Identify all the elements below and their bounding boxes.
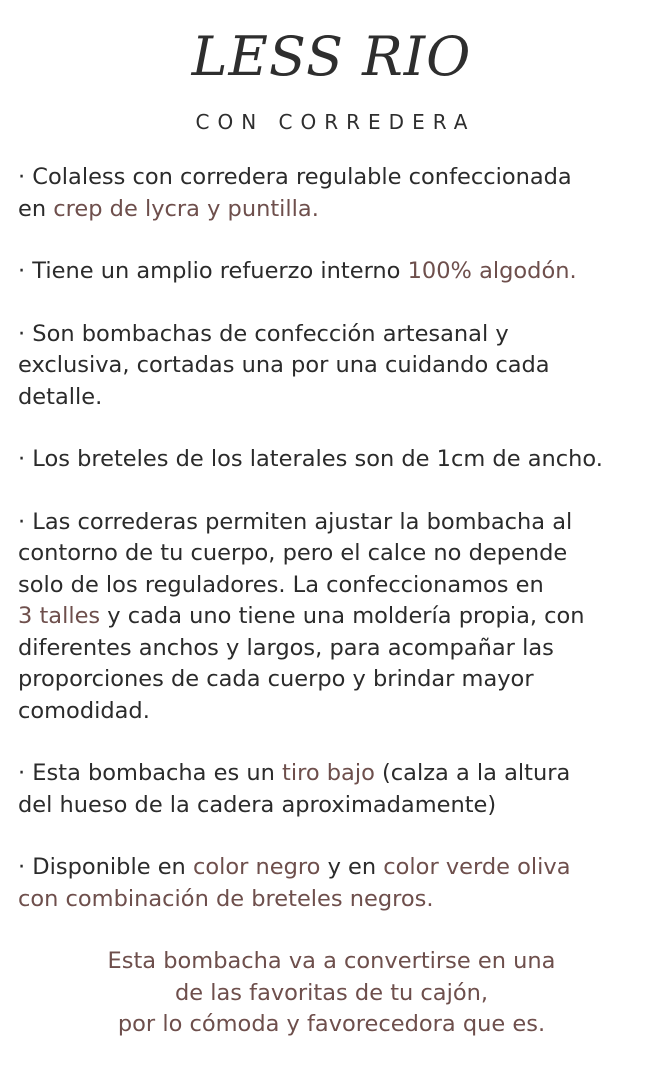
description-line — [18, 696, 658, 728]
description-line — [18, 350, 658, 382]
body-text: comodidad. — [18, 697, 150, 724]
description-line — [18, 852, 658, 884]
description-line — [18, 664, 658, 696]
description-paragraph — [18, 507, 658, 728]
body-text: · Colaless con corredera regulable confeccionada — [18, 164, 572, 190]
description-line — [18, 194, 658, 226]
description-paragraph — [18, 444, 658, 476]
description-paragraph — [18, 758, 658, 821]
body-text: diferentes anchos y largos, para acompañar las — [18, 634, 554, 661]
body-text: (calza a la altura — [374, 760, 571, 786]
closing-line: Esta bombacha va a convertirse en una — [107, 948, 556, 974]
highlighted-text: 3 talles — [18, 603, 101, 629]
closing-line: por lo cómoda y favorecedora que es. — [117, 1011, 546, 1037]
body-text: · Tiene un amplio refuerzo interno — [18, 258, 408, 284]
description-line — [18, 790, 658, 822]
description-paragraph — [18, 852, 658, 915]
highlighted-text: 100% algodón. — [407, 258, 577, 284]
description-line — [18, 162, 658, 194]
description-line — [18, 444, 658, 476]
description-line — [18, 382, 658, 414]
product-title: LESS RIO — [191, 25, 472, 88]
body-text: · Disponible en — [18, 854, 193, 880]
product-subtitle: CON CORREDERA — [195, 110, 476, 134]
highlighted-text: con combinación de breteles negros. — [18, 885, 434, 912]
highlighted-text: color negro — [192, 854, 321, 880]
body-text: en — [18, 195, 54, 222]
closing-note — [0, 946, 663, 1041]
body-text: · Las correderas permiten ajustar la bombacha al — [18, 508, 573, 535]
body-text: del hueso de la cadera aproximadamente) — [18, 791, 497, 818]
body-text: y cada uno tiene una moldería propia, con — [100, 603, 585, 629]
body-text: proporciones de cada cuerpo y brindar mayor — [18, 666, 534, 692]
description-line — [18, 570, 658, 602]
product-header — [0, 22, 663, 134]
body-text: · Son bombachas de confección artesanal y — [18, 320, 509, 347]
description-line — [18, 633, 658, 665]
description-line — [18, 601, 658, 633]
description-line — [18, 507, 658, 539]
body-text: y en — [320, 854, 384, 880]
body-text: exclusiva, cortadas una por una cuidando cada — [18, 352, 550, 378]
body-text: · Los breteles de los laterales son de 1cm de ancho. — [18, 446, 603, 472]
description-line — [18, 319, 658, 351]
body-text: contorno de tu cuerpo, pero el calce no depende — [18, 540, 568, 566]
product-description — [18, 162, 658, 946]
description-paragraph — [18, 162, 658, 225]
closing-line: de las favoritas de tu cajón, — [174, 979, 489, 1006]
highlighted-text: crep de lycra y puntilla. — [53, 195, 319, 222]
description-line — [18, 538, 658, 570]
description-line — [18, 884, 658, 916]
body-text: detalle. — [18, 383, 103, 410]
body-text: solo de los reguladores. La confeccionamos en — [18, 571, 544, 598]
body-text: · Esta bombacha es un — [18, 760, 283, 786]
highlighted-text: color verde oliva — [383, 854, 571, 880]
description-line — [18, 256, 658, 288]
highlighted-text: tiro bajo — [282, 760, 375, 786]
description-paragraph — [18, 256, 658, 288]
description-line — [18, 758, 658, 790]
description-paragraph — [18, 319, 658, 414]
